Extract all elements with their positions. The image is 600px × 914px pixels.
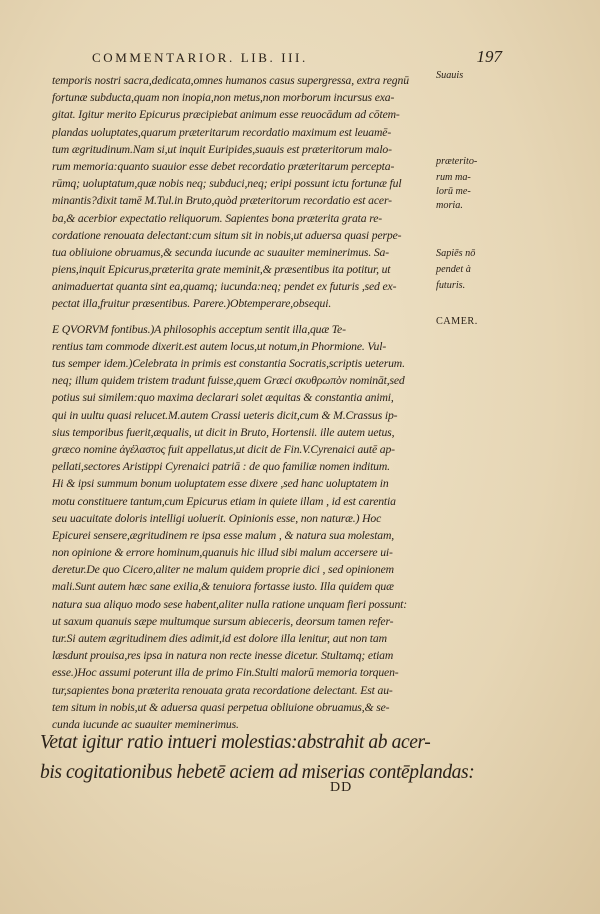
signature-mark: DD	[330, 780, 353, 795]
margin-note: rum ma-	[436, 172, 471, 183]
text-line: temporis nostri sacra,dedicata,omnes humanos casus supergressa, extra regnū	[52, 74, 409, 87]
text-line: pectat illa,fruitur præsentibus. Parere.)Obtemperare,obsequi.	[52, 297, 332, 311]
text-line: esse.)Hoc assumi poterunt illa de primo Fin.Stulti malorū memoria torquen-	[52, 666, 399, 680]
text-line: tua obliuione obruamus,& secunda iucunde ac suauiter meminerimus. Sa-	[52, 245, 389, 259]
page-header	[92, 47, 502, 70]
text-line: neq; illum quidem tristem tradunt fuisse,quem Græci σκυθρωπὸν nomināt,sed	[52, 374, 405, 388]
text-line: animaduertat quanta sint ea,quamq; iucunda:neq; pendet ex futuris ,sed ex-	[52, 280, 397, 294]
margin-note: CAMER.	[436, 316, 478, 327]
text-line: tum ægritudinum.Nam si,ut inquit Euripides,suauis est præteritorum malo-	[52, 142, 392, 156]
margin-note: Sapiēs nō	[436, 248, 476, 259]
text-line: E QVORVM fontibus.)A philosophis acceptum sentit illa,quæ Te-	[52, 322, 346, 336]
text-line: ba,& acerbior expectatio reliquorum. Sapientes bona præterita grata re-	[52, 211, 382, 225]
margin-note: futuris.	[436, 280, 466, 291]
text-line: rum memoria:quanto suauior esse debet recordatio præteritarum percepta-	[52, 159, 395, 173]
text-line: cunda iucunde ac suauiter meminerimus.	[52, 717, 239, 731]
text-line: tem situm in nobis,ut & aduersa quasi perpetua obliuione obruamus,& se-	[52, 700, 390, 714]
margin-note: moria.	[436, 200, 463, 211]
text-line: fortunæ subducta,quam non inopia,non metus,non morborum incursus exa-	[52, 91, 395, 105]
text-line: non opinione & errore hominum,quanuis hic illud sibi malum accersere ui-	[52, 546, 393, 560]
text-line: plandas uoluptates,quarum præteritarum recordatio maximum est leuamē-	[52, 125, 392, 139]
text-line: deretur.De quo Cicero,aliter ne malum quidem proprie dici , sed opinionem	[52, 563, 394, 577]
text-line: minantis?dixit tamē M.Tul.in Bruto,quòd præteritorum recordatio est acer-	[52, 194, 392, 208]
text-line: Epicurei sensere,ægritudinem re ipsa esse malum , & natura sua molestam,	[52, 528, 395, 542]
text-line: seu uacuitate doloris intelligi uoluerit. Opinionis esse, non naturæ.) Hoc	[52, 511, 382, 525]
text-line: qui in uultu quasi relucet.M.autem Crassi ueteris dicit,cum & M.Crassus ip-	[52, 408, 398, 422]
margin-note: pendet à	[436, 264, 471, 275]
text-line: cordatione renouata delectant:cum situm sit in nobis,ut aduersa quasi perpe-	[52, 228, 402, 242]
text-line: Hi & ipsi summum bonum uoluptatem esse dixere ,sed hanc uoluptatem in	[52, 477, 389, 491]
lemma-line: Vetat igitur ratio intueri molestias:abstrahit ab acer-	[40, 732, 431, 753]
text-line: mali.Sunt autem hæc sane exilia,& tenuiora fortasse iusto. Illa quidem quæ	[52, 580, 394, 594]
lemma-line: bis cogitationibus hebetē aciem ad miserias contēplandas:	[40, 762, 475, 783]
text-line: motu constituere tantum,cum Epicurus etiam in quiete illam , id est carentia	[52, 494, 396, 508]
text-line: rentius tam commode dixerit.est autem locus,ut notum,in Phormione. Vul-	[52, 339, 387, 353]
text-line: piens,inquit Epicurus,præterita grate meminit,& præsentibus ita potitur, ut	[52, 263, 391, 277]
text-line: potius sui similem:quo maxima declarari solet æquitas & constantia animi,	[52, 391, 394, 405]
text-line: natura sua aliquo modo sese habent,aliter nulla ratione unquam fieri possunt:	[52, 597, 407, 611]
lemma-text	[40, 728, 475, 788]
text-line: læsdunt prouisa,res ipsa in natura non recte inesse dicetur. Stultamq; etiam	[52, 649, 394, 663]
text-line: rūmq; uoluptatum,quæ nobis neq; subduci,neq; eripi possunt ictu fortunæ ful	[52, 177, 402, 191]
text-line: pellati,sectores Aristippi Cyrenaici patriā : de quo familiæ nomen inditum.	[52, 460, 390, 474]
text-line: græco nomine ἀγέλαστος fuit appellatus,ut dicit de Fin.V.Cyrenaici autē ap-	[52, 442, 395, 456]
text-line: sius temporibus fuerit,æqualis, ut dicit in Bruto, Hortensii. ille autem uetus,	[52, 425, 395, 439]
paragraph-2	[52, 321, 432, 734]
text-line: tur.Si autem ægritudinem dies adimit,id est dolore illa lenitur, aut non tam	[52, 632, 387, 645]
text-line: ut saxum quanuis sæpe multumque sursum abieceris, deorsum tamen refer-	[52, 614, 394, 628]
margin-note: præterito-	[436, 156, 478, 167]
text-line: tur,sapientes bona præterita renouata grata recordatione delectant. Est au-	[52, 683, 393, 697]
text-line: gitat. Igitur merito Epicurus præcipiebat animum esse reuocādum ad cōtem-	[52, 108, 400, 122]
text-line: tus semper idem.)Celebrata in primis est constantia Socratis,scriptis ueterum.	[52, 357, 405, 370]
margin-note: lorū me-	[436, 186, 471, 197]
page-number: 197	[476, 47, 502, 66]
running-head: COMMENTARIOR. LIB. III.	[92, 50, 308, 65]
margin-note: Suauis	[436, 70, 464, 81]
commentary-body	[52, 72, 432, 733]
paragraph-1	[52, 72, 432, 313]
